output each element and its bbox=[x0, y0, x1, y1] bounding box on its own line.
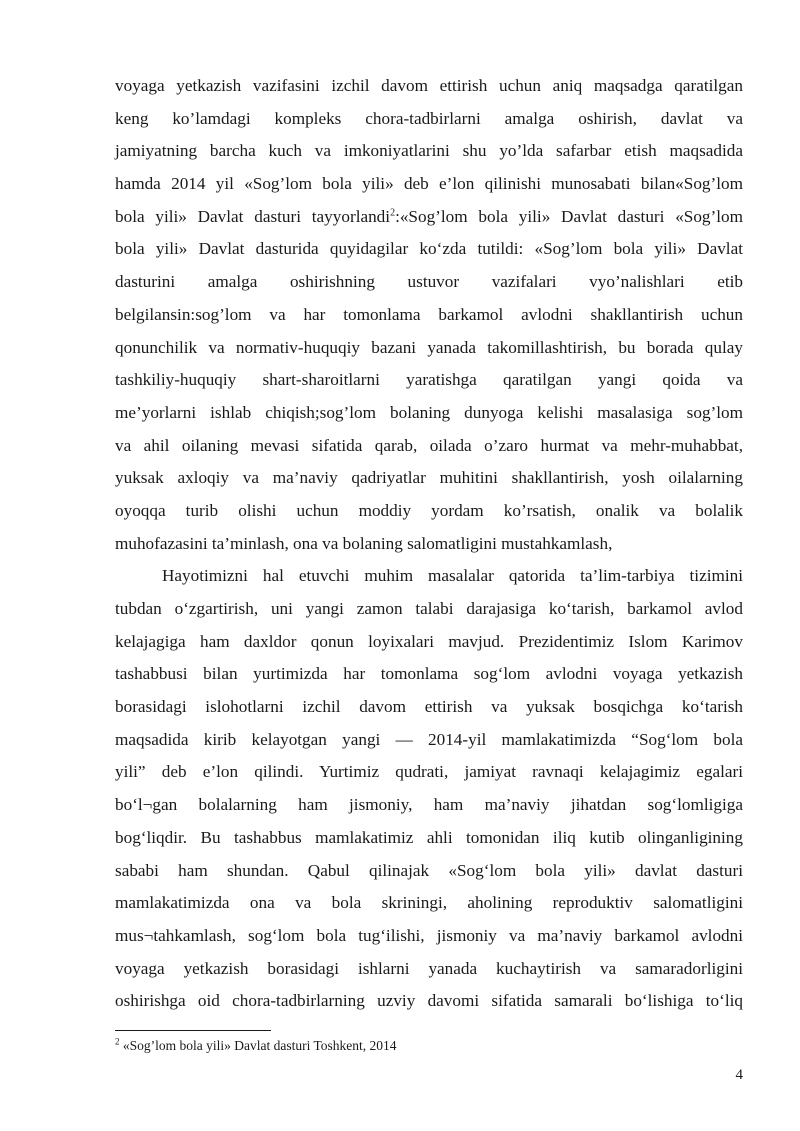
text-line: voyaga yetkazish borasidagi ishlarni yanada kuchaytirish va samaradorligini bbox=[115, 958, 743, 978]
text-line: muhofazasini ta’minlash, ona va bolaning salomatligini mustahkamlash, bbox=[115, 533, 613, 553]
footnote-text: «Sog’lom bola yili» Davlat dasturi Toshkent, 2014 bbox=[119, 1038, 397, 1053]
text-line: mamlakatimizda ona va bola skriningi, aholining reproduktiv salomatligini bbox=[115, 893, 743, 913]
footnote-reference: 2 bbox=[390, 207, 396, 219]
text-line: belgilansin:sog’lom va har tomonlama barkamol avlodni shakllantirish uchun bbox=[115, 304, 743, 324]
text-line: jamiyatning barcha kuch va imkoniyatlarini shu yo’lda safarbar etish maqsadida bbox=[115, 141, 743, 161]
text-line: keng ko’lamdagi kompleks chora-tadbirlarni amalga oshirish, davlat va bbox=[115, 108, 743, 128]
text-line: me’yorlarni ishlab chiqish;sog’lom bolaning dunyoga kelishi masalasiga sog’lom bbox=[115, 402, 743, 422]
text-segment: bola yili» Davlat dasturi tayyorlandi bbox=[115, 206, 391, 226]
text-line: tubdan o‘zgartirish, uni yangi zamon talabi darajasiga ko‘tarish, barkamol avlod bbox=[115, 599, 743, 618]
text-line: mus¬tahkamlash, sog‘lom bola tug‘ilishi, jismoniy va ma’naviy barkamol avlodni bbox=[115, 925, 743, 945]
text-line: yuksak axloqiy va ma’naviy qadriyatlar muhitini shakllantirish, yosh oilalarning bbox=[115, 468, 743, 488]
text-line: oshirishga oid chora-tadbirlarning uzviy davomi sifatida samarali bo‘lishiga to‘liq bbox=[115, 991, 743, 1011]
text-line: bog‘liqdir. Bu tashabbus mamlakatimiz ahli tomonidan iliq kutib olinganligining bbox=[115, 827, 743, 847]
text-line: bo‘l¬gan bolalarning ham jismoniy, ham ma’naviy jihatdan sog‘lomligiga bbox=[115, 795, 743, 815]
footnote bbox=[115, 1037, 397, 1055]
text-line: maqsadida kirib kelayotgan yangi — 2014-yil mamlakatimizda “Sog‘lom bola bbox=[115, 729, 743, 749]
text-line: tashabbusi bilan yurtimizda har tomonlama sog‘lom avlodni voyaga yetkazish bbox=[115, 664, 743, 684]
text-line: voyaga yetkazish vazifasini izchil davom ettirish uchun aniq maqsadga qaratilgan bbox=[115, 76, 743, 95]
text-line: dasturini amalga oshirishning ustuvor vazifalari vyo’nalishlari etib bbox=[115, 272, 743, 292]
text-line: kelajagiga ham daxldor qonun loyixalari mavjud. Prezidentimiz Islom Karimov bbox=[115, 631, 743, 651]
text-line bbox=[115, 201, 743, 234]
text-line: bola yili» Davlat dasturida quyidagilar ko‘zda tutildi: «Sog’lom bola yili» Davlat bbox=[115, 239, 743, 259]
text-line: Hayotimizni hal etuvchi muhim masalalar qatorida ta’lim-tarbiya tizimini bbox=[162, 566, 743, 586]
text-line: va ahil oilaning mevasi sifatida qarab, oilada o’zaro hurmat va mehr-muhabbat, bbox=[115, 435, 743, 455]
text-line: oyoqqa turib olishi uchun moddiy yordam ko’rsatish, onalik va bolalik bbox=[115, 500, 743, 520]
footnote-divider bbox=[115, 1030, 271, 1031]
text-line: sababi ham shundan. Qabul qilinajak «Sog‘lom bola yili» davlat dasturi bbox=[115, 860, 743, 880]
body-text bbox=[115, 70, 743, 1018]
text-line: hamda 2014 yil «Sog’lom bola yili» deb e’lon qilinishi munosabati bilan«Sog’lom bbox=[115, 174, 743, 194]
text-line: yili” deb e’lon qilindi. Yurtimiz qudrati, jamiyat ravnaqi kelajagimiz egalari bbox=[115, 762, 743, 782]
text-line: borasidagi islohotlarni izchil davom ettirish va yuksak bosqichga ko‘tarish bbox=[115, 697, 743, 717]
text-line: tashkiliy-huquqiy shart-sharoitlarni yaratishga qaratilgan yangi qoida va bbox=[115, 370, 743, 390]
text-segment: :«Sog’lom bola yili» Davlat dasturi «Sog’lom bbox=[395, 206, 743, 226]
page-number: 4 bbox=[735, 1067, 743, 1083]
footnote-number: 2 bbox=[115, 1036, 120, 1047]
text-line: qonunchilik va normativ-huquqiy bazani yanada takomillashtirish, bu borada qulay bbox=[115, 337, 743, 357]
